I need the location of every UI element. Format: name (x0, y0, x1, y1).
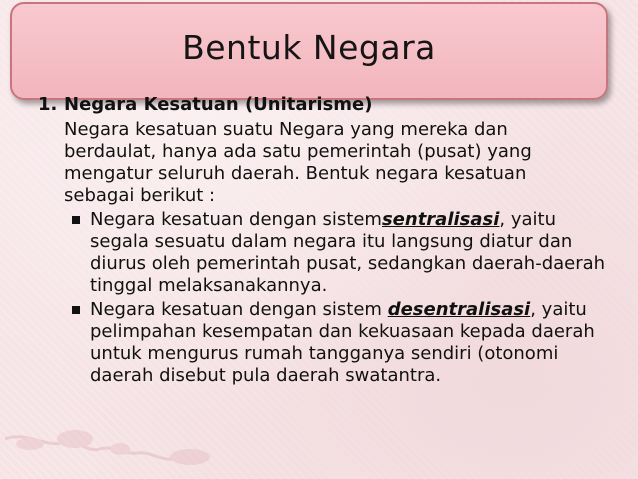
square-bullet-icon (72, 216, 80, 224)
slide-content (38, 94, 618, 387)
heading-text: Negara Kesatuan (Unitarisme) (64, 94, 373, 115)
bullet-text-post: , yaitu pelimpahan kesempatan dan kekuasaan kepada daerah untuk mengurus rumah tangganya sendiri (otonomi daerah disebut pula daerah swatantra. (90, 299, 595, 386)
slide-title: Bentuk Negara (182, 28, 436, 67)
square-bullet-icon (72, 306, 80, 314)
title-box (10, 2, 608, 100)
bullet-text-pre: Negara kesatuan dengan sistem (90, 209, 382, 230)
indonesia-map-decoration (0, 399, 220, 479)
bullet-item (90, 209, 610, 297)
bullet-text-pre: Negara kesatuan dengan sistem (90, 299, 388, 320)
bullet-text-post: , yaitu segala sesuatu dalam negara itu langsung diatur dan diurus oleh pemerintah pusat, sedangkan daerah-daerah tinggal melaksanakannya. (90, 209, 606, 296)
heading-number: 1. (38, 94, 58, 115)
bullet-term: desentralisasi (387, 299, 531, 320)
bullet-item (90, 299, 610, 387)
bullet-term: sentralisasi (381, 209, 500, 230)
section-heading (38, 94, 618, 116)
intro-paragraph: Negara kesatuan suatu Negara yang mereka dan berdaulat, hanya ada satu pemerintah (pusat) yang mengatur seluruh daerah. Bentuk negara kesatuan sebagai berikut : (64, 119, 532, 206)
